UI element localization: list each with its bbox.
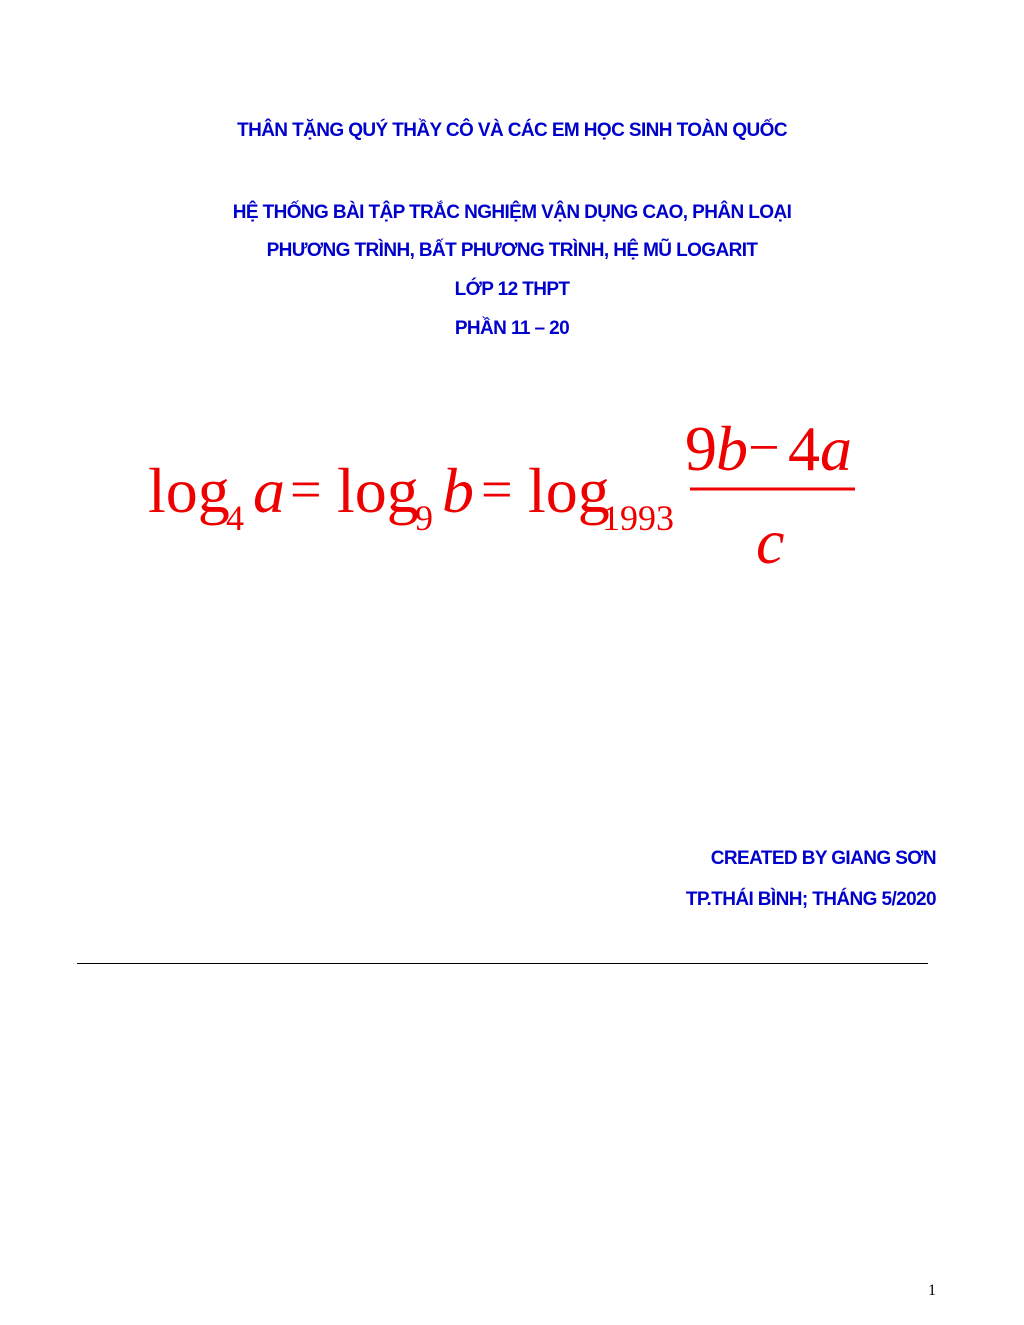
- document-title-line-2: PHƯƠNG TRÌNH, BẤT PHƯƠNG TRÌNH, HỆ MŨ LOGARIT: [266, 240, 758, 261]
- numerator-coefficient-1: 9: [685, 413, 717, 484]
- log-1-argument: a: [253, 455, 285, 526]
- part-label: PHẦN 11 – 20: [454, 318, 570, 339]
- author-credit: CREATED BY GIANG SƠN: [710, 848, 936, 869]
- equals-sign-2: =: [481, 459, 513, 521]
- log-2-base: 9: [415, 498, 433, 538]
- log-2-argument: b: [442, 455, 474, 526]
- log-2: log: [337, 455, 419, 526]
- grade-label: LỚP 12 THPT: [454, 279, 570, 300]
- equals-sign-1: =: [290, 459, 322, 521]
- numerator-variable-1: b: [716, 413, 748, 484]
- dedication-line: THÂN TẶNG QUÝ THẦY CÔ VÀ CÁC EM HỌC SINH TOÀN QUỐC: [237, 120, 787, 141]
- log-1: log: [148, 455, 230, 526]
- numerator-variable-2: a: [820, 413, 852, 484]
- numerator-minus-sign: −: [748, 417, 780, 479]
- numerator-coefficient-2: 4: [788, 413, 820, 484]
- logarithm-formula: [0, 400, 1024, 600]
- page-number: 1: [928, 1282, 936, 1299]
- log-3-base: 1993: [602, 498, 674, 538]
- denominator-variable: c: [756, 506, 785, 577]
- horizontal-divider: [77, 963, 928, 964]
- log-3: log: [528, 455, 610, 526]
- log-1-base: 4: [226, 498, 244, 538]
- formula-svg: [0, 400, 1024, 600]
- place-and-date: TP.THÁI BÌNH; THÁNG 5/2020: [685, 889, 936, 910]
- document-title-line-1: HỆ THỐNG BÀI TẬP TRẮC NGHIỆM VẬN DỤNG CAO, PHÂN LOẠI: [232, 202, 792, 223]
